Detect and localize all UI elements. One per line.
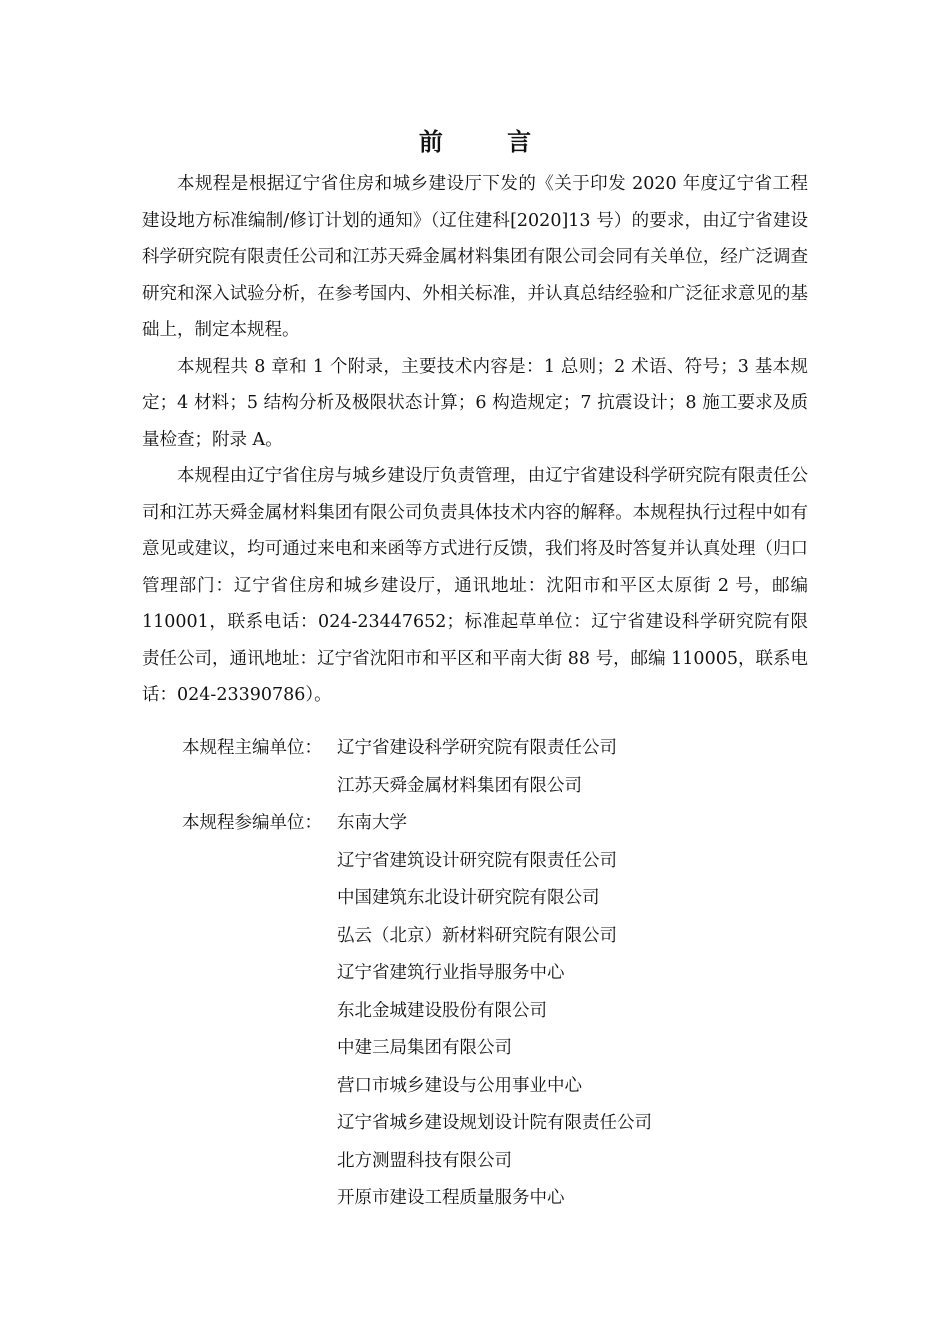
chief-unit: 江苏天舜金属材料集团有限公司: [337, 775, 582, 796]
participant-unit: 弘云（北京）新材料研究院有限公司: [337, 925, 617, 946]
unit-row: [182, 880, 652, 918]
unit-row: [182, 955, 652, 993]
units-list: [182, 730, 652, 1218]
unit-row: [182, 1030, 652, 1068]
participant-unit: 中建三局集团有限公司: [337, 1038, 512, 1058]
unit-row: [182, 1068, 652, 1106]
paragraph-management: 本规程由辽宁省住房与城乡建设厅负责管理，由辽宁省建设科学研究院有限责任公司和江苏天舜金属材料集团有限公司负责具体技术内容的解释。本规程执行过程中如有意见或建议，均可通过来电和来函等方式进行反馈，我们将及时答复并认真处理（归口管理部门：辽宁省住房和城乡建设厅，通讯地址：沈阳市和平区太原街 2 号，邮编 110001，联系电话：024-23447652；标准起草单位：辽宁省建设科学研究院有限责任公司，通讯地址：辽宁省沈阳市和平区和平南大街 88 号，邮编 110005，联系电话：024-23390786）。: [142, 466, 808, 705]
participant-unit: 辽宁省建筑行业指导服务中心: [337, 963, 565, 983]
participant-unit: 营口市城乡建设与公用事业中心: [337, 1075, 582, 1096]
unit-row: [182, 768, 652, 806]
unit-row: [182, 918, 652, 956]
unit-row: [182, 805, 652, 843]
participant-label: 本规程参编单位：: [182, 813, 322, 833]
paragraph-basis: 本规程是根据辽宁省住房和城乡建设厅下发的《关于印发 2020 年度辽宁省工程建设地方标准编制/修订计划的通知》（辽住建科[2020]13 号）的要求，由辽宁省建设科学研究院有限责任公司和江苏天舜金属材料集团有限公司会同有关单位，经广泛调查研究和深入试验分析，在参考国内、外相关标准，并认真总结经验和广泛征求意见的基础上，制定本规程。: [142, 174, 808, 340]
participant-unit: 辽宁省城乡建设规划设计院有限责任公司: [337, 1113, 652, 1133]
chief-unit: 辽宁省建设科学研究院有限责任公司: [337, 738, 617, 758]
unit-row: [182, 1105, 652, 1143]
paragraph-contents: 本规程共 8 章和 1 个附录，主要技术内容是：1 总则；2 术语、符号；3 基本规定；4 材料；5 结构分析及极限状态计算；6 构造规定；7 抗震设计；8 施工要求及质量检查；附录 A。: [142, 356, 808, 450]
participant-unit: 北方测盟科技有限公司: [337, 1150, 512, 1171]
page-title: 前 言: [418, 128, 560, 156]
participant-unit: 中国建筑东北设计研究院有限公司: [337, 888, 600, 908]
unit-row: [182, 1180, 652, 1218]
chief-editor-label: 本规程主编单位：: [182, 738, 322, 758]
participant-unit: 辽宁省建筑设计研究院有限责任公司: [337, 850, 617, 871]
participant-unit: 东南大学: [337, 813, 407, 833]
unit-row: [182, 730, 652, 768]
unit-row: [182, 993, 652, 1031]
participant-unit: 东北金城建设股份有限公司: [337, 1000, 547, 1021]
unit-row: [182, 1143, 652, 1181]
participant-unit: 开原市建设工程质量服务中心: [337, 1188, 565, 1208]
unit-row: [182, 843, 652, 881]
preface-body: [142, 166, 808, 714]
